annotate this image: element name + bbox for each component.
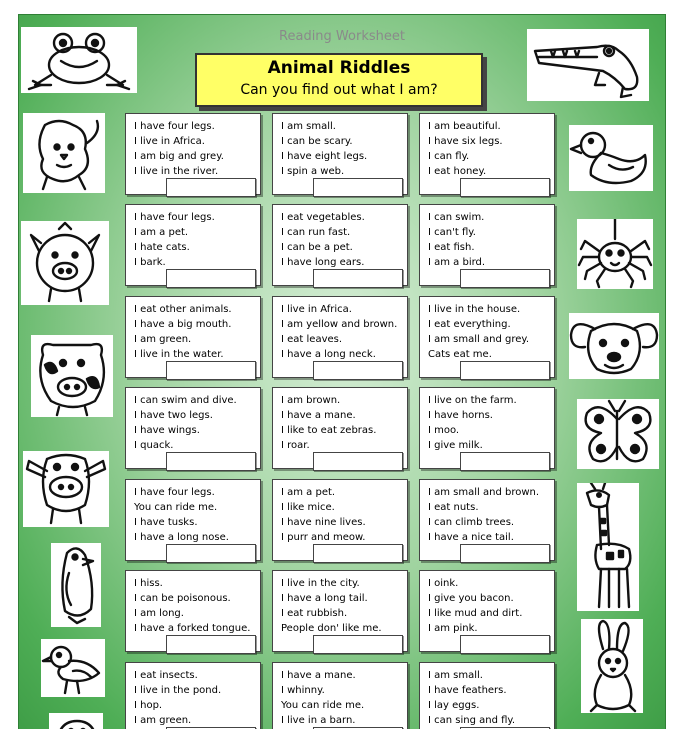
riddle-line: I am green. [134,334,192,345]
riddle-line: I can be scary. [281,136,353,147]
riddle-card [419,113,555,195]
riddle-card [125,387,261,469]
riddle-line: I have a mane. [281,410,356,421]
riddle-line: I can be poisonous. [134,593,231,604]
riddle-card [272,296,408,378]
riddle-line: I like to eat zebras. [281,425,377,436]
riddle-line: I have eight legs. [281,151,368,162]
riddle-line: I have four legs. [134,121,215,132]
worksheet-subtitle: Can you find out what I am? [240,82,438,98]
riddle-card [125,113,261,195]
riddle-card [272,570,408,652]
riddle-line: I have a nice tail. [428,532,514,543]
answer-box[interactable] [313,452,403,471]
worksheet-title: Animal Riddles [267,58,411,78]
riddle-line: I hop. [134,700,163,711]
answer-box[interactable] [460,178,550,197]
riddle-card [125,296,261,378]
riddle-lines [428,119,552,179]
riddle-line: I have a big mouth. [134,319,232,330]
riddle-card [272,113,408,195]
riddle-line: I eat rubbish. [281,608,348,619]
riddle-card [419,296,555,378]
riddle-line: I give you bacon. [428,593,514,604]
worksheet-page [18,14,666,729]
riddle-card [272,479,408,561]
riddle-lines [281,302,405,362]
riddle-lines [428,210,552,270]
riddle-line: I can run fast. [281,227,351,238]
riddle-line: I am small. [281,121,336,132]
riddle-line: People don' like me. [281,623,382,634]
riddle-lines [428,576,552,636]
butterfly-icon [577,399,659,469]
lion-icon [23,113,105,193]
giraffe-icon [577,483,639,611]
riddle-line: I quack. [134,440,174,451]
riddle-card [125,204,261,286]
riddle-lines [134,576,258,636]
riddle-line: I can climb trees. [428,517,515,528]
riddle-lines [428,302,552,362]
answer-box[interactable] [313,635,403,654]
answer-box[interactable] [460,452,550,471]
riddle-line: I am beautiful. [428,121,501,132]
riddle-lines [428,485,552,545]
riddle-line: I have horns. [428,410,493,421]
riddle-lines [428,393,552,453]
answer-box[interactable] [313,178,403,197]
riddle-line: I bark. [134,257,166,268]
riddle-line: I have a mane. [281,670,356,681]
hippo-icon [23,451,109,527]
riddle-line: I live in a barn. [281,715,356,726]
riddle-line: I am big and grey. [134,151,224,162]
riddle-card [272,204,408,286]
dog-icon [569,313,659,379]
riddle-line: I am green. [134,715,192,726]
penguin-icon [51,543,101,627]
riddle-line: I have wings. [134,425,200,436]
riddle-card [419,204,555,286]
riddle-line: I purr and meow. [281,532,366,543]
riddle-lines [281,576,405,636]
cow-icon [31,335,113,417]
riddle-line: I have tusks. [134,517,198,528]
answer-box[interactable] [166,178,256,197]
riddle-line: I live in the river. [134,166,219,177]
small-animal-icon [49,713,103,729]
riddle-line: I eat everything. [428,319,511,330]
riddle-line: I eat other animals. [134,304,232,315]
duck-icon [569,125,653,191]
spider-icon [577,219,653,289]
riddle-line: I eat nuts. [428,502,479,513]
riddle-line: I live in Africa. [134,136,205,147]
riddle-line: I lay eggs. [428,700,480,711]
riddle-line: I live in the water. [134,349,224,360]
answer-box[interactable] [460,544,550,563]
riddle-card [419,570,555,652]
riddle-line: I roar. [281,440,310,451]
answer-box[interactable] [460,635,550,654]
riddle-line: I like mice. [281,502,335,513]
riddle-lines [281,119,405,179]
riddle-line: I can swim and dive. [134,395,237,406]
riddle-line: I have four legs. [134,212,215,223]
answer-box[interactable] [313,361,403,380]
worksheet-header-label: Reading Worksheet [279,29,405,44]
riddle-lines [134,119,258,179]
riddle-line: Cats eat me. [428,349,492,360]
riddle-line: I eat fish. [428,242,475,253]
riddle-card [419,479,555,561]
riddle-line: I have nine lives. [281,517,366,528]
riddle-line: I spin a web. [281,166,345,177]
answer-box[interactable] [166,635,256,654]
riddle-card [125,479,261,561]
riddle-lines [281,210,405,270]
riddle-line: I am pink. [428,623,478,634]
riddle-line: I am small and brown. [428,487,540,498]
riddle-lines [281,393,405,453]
riddle-line: I eat vegetables. [281,212,365,223]
riddle-line: I have a long tail. [281,593,368,604]
bird-icon [41,639,105,697]
riddle-lines [134,393,258,453]
riddle-line: You can ride me. [134,502,218,513]
riddle-line: I have feathers. [428,685,507,696]
riddle-line: I live in the city. [281,578,360,589]
riddle-card [272,387,408,469]
riddle-line: I can fly. [428,151,470,162]
riddle-card [125,570,261,652]
title-box [195,53,483,107]
riddle-line: I moo. [428,425,460,436]
riddle-lines [281,668,405,728]
riddle-line: I hate cats. [134,242,190,253]
riddle-line: I can swim. [428,212,485,223]
frog-icon [21,27,137,93]
answer-box[interactable] [166,452,256,471]
riddle-line: I live on the farm. [428,395,517,406]
riddle-line: I oink. [428,578,459,589]
riddle-lines [134,302,258,362]
riddle-line: I have long ears. [281,257,365,268]
riddle-line: I live in the pond. [134,685,222,696]
riddle-lines [428,668,552,728]
rabbit-icon [581,619,643,713]
riddle-line: I hiss. [134,578,163,589]
riddle-line: I whinny. [281,685,325,696]
riddle-line: I am small and grey. [428,334,530,345]
answer-box[interactable] [166,269,256,288]
riddle-line: I live in Africa. [281,304,352,315]
riddle-line: I have six legs. [428,136,503,147]
answer-box[interactable] [313,544,403,563]
crocodile-icon [527,29,649,101]
riddle-line: I eat insects. [134,670,198,681]
riddle-line: I am small. [428,670,483,681]
riddle-line: I am a pet. [281,487,336,498]
riddle-lines [281,485,405,545]
riddle-line: I have two legs. [134,410,213,421]
riddle-line: I eat honey. [428,166,487,177]
riddle-line: I am a pet. [134,227,189,238]
pig-icon [21,221,109,305]
riddle-line: I can't fly. [428,227,476,238]
riddle-lines [134,668,258,728]
riddle-line: I am brown. [281,395,341,406]
riddle-lines [134,210,258,270]
riddle-lines [134,485,258,545]
riddle-line: You can ride me. [281,700,365,711]
answer-box[interactable] [460,361,550,380]
riddle-line: I am long. [134,608,184,619]
riddle-card [419,662,555,729]
riddle-line: I can be a pet. [281,242,353,253]
riddle-line: I eat leaves. [281,334,343,345]
riddle-line: I have a long nose. [134,532,229,543]
riddle-line: I give milk. [428,440,483,451]
riddle-line: I am yellow and brown. [281,319,398,330]
riddle-line: I have a long neck. [281,349,376,360]
riddle-line: I have a forked tongue. [134,623,251,634]
riddle-line: I like mud and dirt. [428,608,523,619]
riddle-line: I am a bird. [428,257,486,268]
riddle-card [272,662,408,729]
answer-box[interactable] [166,361,256,380]
riddle-line: I can sing and fly. [428,715,516,726]
answer-box[interactable] [166,544,256,563]
riddle-line: I have four legs. [134,487,215,498]
answer-box[interactable] [313,269,403,288]
riddle-line: I live in the house. [428,304,521,315]
answer-box[interactable] [460,269,550,288]
riddle-card [125,662,261,729]
riddle-card [419,387,555,469]
